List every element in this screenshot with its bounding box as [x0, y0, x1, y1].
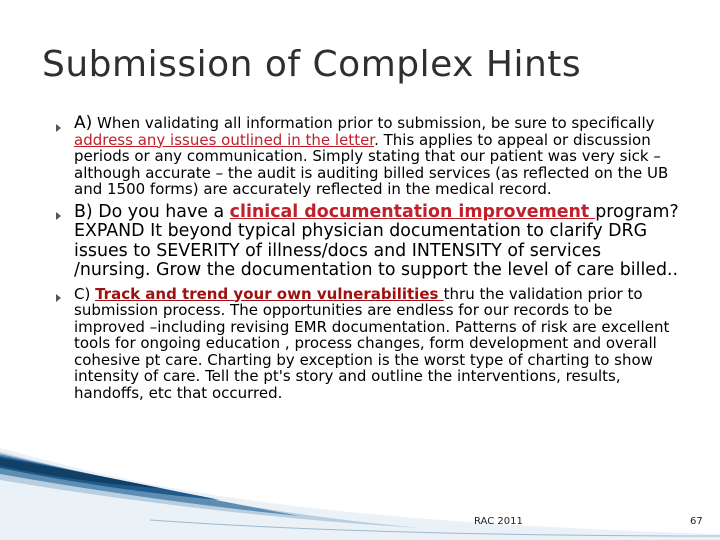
bullet-b-highlight: clinical documentation improvement — [229, 201, 596, 222]
bullet-a-text: When validating all information prior to submission, be sure to specifically — [92, 114, 655, 132]
footer-label: RAC 2011 — [474, 516, 523, 527]
bullet-b-text-2: program? EXPAND It beyond typical physician documentation to clarify DRG issues to SEVERITY of illness/docs and INTENSITY of services /nursing. Grow the documentation to support the level of care billed.. — [74, 201, 679, 280]
slide-title: Submission of Complex Hints — [42, 44, 582, 85]
bullet-c-highlight: Track and trend your own vulnerabilities — [95, 284, 444, 303]
bullet-a-highlight: address any issues outlined in the letter — [74, 130, 375, 149]
bullet-arrow-icon — [56, 212, 61, 220]
bullet-c — [50, 286, 680, 402]
bullet-arrow-icon — [56, 124, 61, 132]
bullet-a-lead: A) — [74, 113, 93, 133]
decorative-swoosh — [0, 440, 720, 540]
bullet-a — [50, 115, 680, 198]
bullet-b — [50, 203, 680, 281]
bullet-b-text: B) Do you have a — [74, 201, 230, 222]
bullet-c-text: thru the validation prior to submission process. The opportunities are endless for our records to be improved –including revising EMR documentation. Patterns of risk are excellent tools for ongoing education , process changes, form development and overall cohesive pt care. Charting by exception is the worst type of charting to show intensity of care. Tell the pt's story and outline the interventions, results, handoffs, etc that occurred. — [74, 284, 670, 402]
page-number: 67 — [690, 516, 703, 527]
bullet-a-text-2: . This applies to appeal or discussion periods or any communication. Simply stating that our patient was very sick –although accurate – the audit is auditing billed services (as reflected on the UB and 1500 forms) are accurately reflected in the medical record. — [74, 130, 669, 198]
bullet-list — [50, 115, 680, 401]
bullet-arrow-icon — [56, 294, 61, 302]
bullet-c-lead: C) — [74, 284, 96, 303]
